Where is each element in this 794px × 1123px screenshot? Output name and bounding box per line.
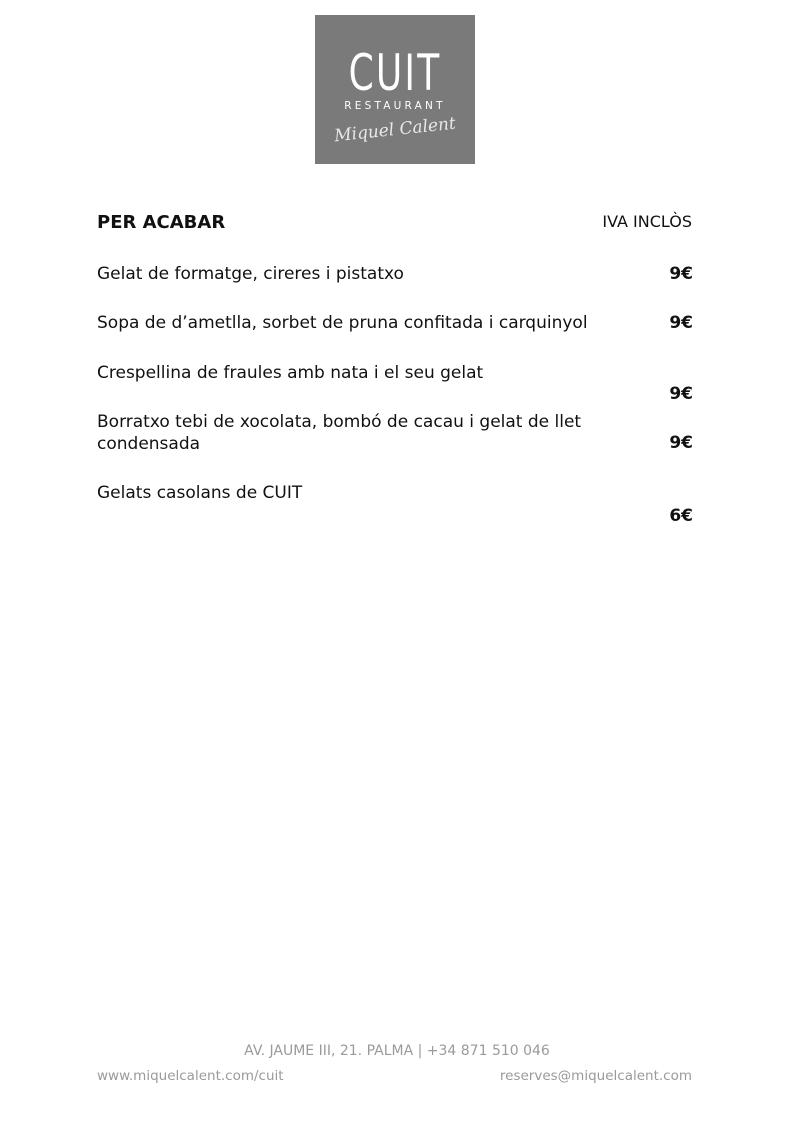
footer-address: AV. JAUME III, 21. PALMA | +34 871 510 046 xyxy=(244,1043,550,1059)
menu-item-price: 6€ xyxy=(669,506,693,526)
footer-website-link[interactable]: www.miquelcalent.com/cuit xyxy=(97,1068,284,1084)
menu-item-price: 9€ xyxy=(669,313,693,333)
menu-item-name: Crespellina de fraules amb nata i el seu gelat xyxy=(97,363,484,383)
logo-signature: Miquel Calent xyxy=(333,113,457,147)
menu-item-name: Gelats casolans de CUIT xyxy=(97,483,303,503)
menu-item-price: 9€ xyxy=(669,433,693,453)
menu-item-name: Sopa de d’ametlla, sorbet de pruna confitada i carquinyol xyxy=(97,313,588,333)
logo-subtitle: RESTAURANT xyxy=(344,100,446,112)
section-title: PER ACABAR xyxy=(97,212,226,233)
tax-note: IVA INCLÒS xyxy=(602,212,692,231)
logo-brand: CUIT xyxy=(348,44,442,102)
restaurant-logo xyxy=(315,15,475,164)
menu-item-price: 9€ xyxy=(669,384,693,404)
menu-item-price: 9€ xyxy=(669,264,693,284)
menu-item-name: Borratxo tebi de xocolata, bombó de cacau i gelat de llet condensada xyxy=(97,412,582,454)
footer-email-link[interactable]: reserves@miquelcalent.com xyxy=(499,1068,692,1084)
menu-item-name: Gelat de formatge, cireres i pistatxo xyxy=(97,264,404,284)
